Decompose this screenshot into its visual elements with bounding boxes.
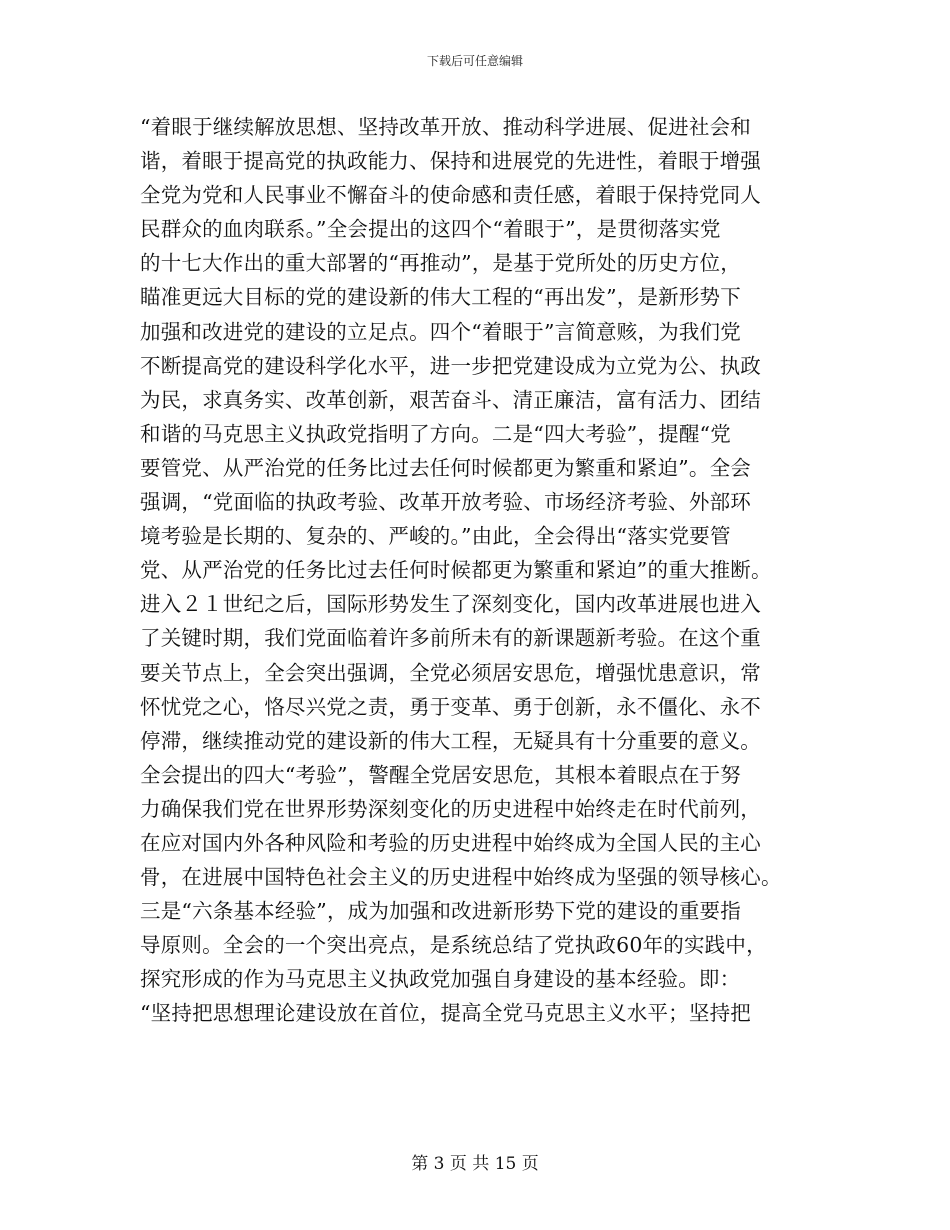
text-line: 境考验是长期的、复杂的、严峻的。”由此，全会得出“落实党要管 <box>140 524 731 549</box>
text-line: 瞄准更远大目标的党的建设新的伟大工程的“再出发”，是新形势下 <box>140 285 741 310</box>
text-line: 全会提出的四大“考验”，警醒全党居安思危，其根本着眼点在于努 <box>140 762 741 787</box>
text-line: 停滞，继续推动党的建设新的伟大工程，无疑具有十分重要的意义。 <box>140 728 761 753</box>
text-line: 导原则。全会的一个突出亮点，是系统总结了党执政60年的实践中， <box>140 933 767 958</box>
text-line: 要管党、从严治党的任务比过去任何时候都更为繁重和紧迫”。全会 <box>140 455 751 480</box>
text-line: 和谐的马克思主义执政党指明了方向。二是“四大考验”，提醒“党 <box>140 421 731 446</box>
body-text <box>140 110 820 1031</box>
text-line: 探究形成的作为马克思主义执政党加强自身建设的基本经验。即： <box>140 967 741 992</box>
text-line: 全党为党和人民事业不懈奋斗的使命感和责任感，着眼于保持党同人 <box>140 183 761 208</box>
text-line: 在应对国内外各种风险和考验的历史进程中始终成为全国人民的主心 <box>140 830 761 855</box>
text-line: 进入２１世纪之后，国际形势发生了深刻变化，国内改革进展也进入 <box>140 592 761 617</box>
page-header: 下载后可任意编辑 <box>426 54 523 68</box>
text-line: 要关节点上，全会突出强调，全党必须居安思危，增强忧患意识，常 <box>140 660 761 685</box>
text-line: 党、从严治党的任务比过去任何时候都更为繁重和紧迫”的重大推断。 <box>140 558 772 583</box>
text-line: 怀忧党之心，恪尽兴党之责，勇于变革、勇于创新，永不僵化、永不 <box>140 694 761 719</box>
text-line: 民群众的血肉联系。”全会提出的这四个“着眼于”，是贯彻落实党 <box>140 217 721 242</box>
text-line: 骨，在进展中国特色社会主义的历史进程中始终成为坚强的领导核心。 <box>140 865 782 890</box>
text-line: 三是“六条基本经验”，成为加强和改进新形势下党的建设的重要指 <box>140 899 741 924</box>
text-line: 为民，求真务实、改革创新，艰苦奋斗、清正廉洁，富有活力、团结 <box>140 387 761 412</box>
text-line: 力确保我们党在世界形势深刻变化的历史进程中始终走在时代前列， <box>140 796 761 821</box>
text-line: 了关键时期，我们党面临着许多前所未有的新课题新考验。在这个重 <box>140 626 761 651</box>
text-line: 加强和改进党的建设的立足点。四个“着眼于”言简意赅，为我们党 <box>140 319 741 344</box>
text-line: 不断提高党的建设科学化水平，进一步把党建设成为立党为公、执政 <box>140 353 761 378</box>
text-line: “坚持把思想理论建设放在首位，提高全党马克思主义水平；坚持把 <box>140 1001 751 1026</box>
page-number-footer: 第 3 页 共 15 页 <box>411 1154 539 1174</box>
text-line: “着眼于继续解放思想、坚持改革开放、推动科学进展、促进社会和 <box>140 115 751 139</box>
text-line: 谐，着眼于提高党的执政能力、保持和进展党的先进性，着眼于增强 <box>140 149 761 174</box>
text-line: 的十七大作出的重大部署的“再推动”，是基于党所处的历史方位， <box>140 251 741 276</box>
text-line: 强调，“党面临的执政考验、改革开放考验、市场经济考验、外部环 <box>140 490 751 515</box>
